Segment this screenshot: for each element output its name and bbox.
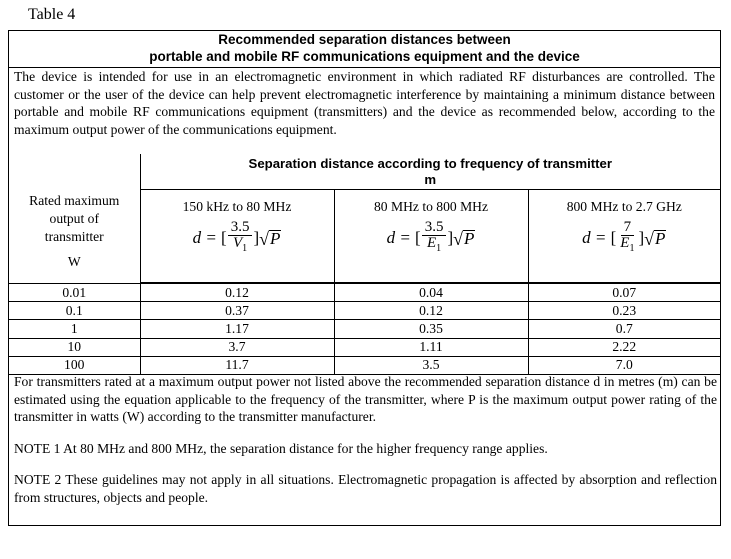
- separation-distance-table: [8, 30, 721, 526]
- table-row: [9, 356, 720, 374]
- power-cell: 1: [9, 320, 140, 338]
- formula-radicand: P: [464, 228, 475, 248]
- distance-cell: 1.11: [334, 338, 528, 356]
- formula-denominator: [230, 236, 250, 256]
- rated-output-header: [9, 154, 140, 284]
- note-2: NOTE 2 These guidelines may not apply in all situations. Electromagnetic propagation is affected by absorption and reflection from structures, objects and people.: [14, 472, 717, 505]
- table-caption: Table 4: [28, 6, 76, 23]
- formula-numerator: 3.5: [228, 220, 253, 236]
- intro-paragraph: The device is intended for use in an electromagnetic environment in which radiated RF disturbances are controlled. The customer or the user of the device can help prevent electromagnetic interference by maintaining a minimum distance between portable and mobile RF communications equipment (transmitters) and the device as recommended below, according to the maximum output power of the communications equipment.: [14, 69, 715, 137]
- power-cell: 100: [9, 356, 140, 374]
- formula-fraction: [617, 220, 637, 256]
- formula-denominator-var: E: [620, 235, 630, 251]
- note-1: NOTE 1 At 80 MHz and 800 MHz, the separation distance for the higher frequency range applies.: [14, 440, 548, 456]
- table-row: [9, 320, 720, 338]
- formula-denominator: [424, 236, 444, 256]
- table-title-line-2: portable and mobile RF communications equipment and the device: [149, 49, 580, 64]
- footer-paragraph: For transmitters rated at a maximum output power not listed above the recommended separation distance d in metres (m) can be estimated using the equation applicable to the frequency of the transmitter, where P is the maximum output power rating of the transmitter in watts (W) according to the transmitter manufacturer.: [14, 374, 717, 425]
- table-row: [9, 338, 720, 356]
- formula-denominator: [617, 236, 637, 256]
- square-root: [644, 230, 666, 247]
- power-cell: 0.01: [9, 284, 140, 302]
- formula-numerator: 7: [621, 220, 635, 236]
- band-header-high: [528, 190, 720, 283]
- power-cell: 10: [9, 338, 140, 356]
- table-title-line-1: Recommended separation distances between: [218, 32, 511, 47]
- formula-denominator-sub: 1: [629, 243, 635, 254]
- distance-cell: 1.17: [140, 320, 334, 338]
- formula-fraction: [228, 220, 253, 256]
- left-bracket: [: [606, 228, 617, 247]
- right-bracket: ]: [447, 228, 454, 247]
- separation-header-unit: m: [424, 171, 437, 187]
- distance-formula: [193, 220, 282, 256]
- band-name: 150 kHz to 80 MHz: [182, 199, 292, 214]
- separation-distance-header: [140, 154, 720, 190]
- distance-cell: 2.22: [528, 338, 720, 356]
- band-header-mid: [334, 190, 528, 283]
- footer-notes: [14, 373, 717, 521]
- rated-output-label: Rated maximum output of transmitter: [29, 193, 120, 244]
- sqrt-icon: √: [259, 228, 270, 249]
- distance-formula: [582, 220, 666, 256]
- left-bracket: [: [216, 228, 227, 247]
- formula-lhs: d =: [582, 228, 607, 247]
- distance-cell: 0.12: [334, 302, 528, 320]
- distance-grid: [9, 154, 720, 375]
- power-cell: 0.1: [9, 302, 140, 320]
- distance-cell: 0.23: [528, 302, 720, 320]
- formula-denominator-var: V: [233, 235, 243, 251]
- left-bracket: [: [410, 228, 421, 247]
- distance-formula: [387, 220, 476, 256]
- square-root: [453, 230, 475, 247]
- formula-lhs: d =: [192, 228, 217, 247]
- distance-cell: 0.07: [528, 284, 720, 302]
- formula-lhs: d =: [386, 228, 411, 247]
- distance-cell: 7.0: [528, 356, 720, 374]
- formula-denominator-sub: 1: [436, 243, 442, 254]
- formula-denominator-var: E: [427, 235, 437, 251]
- table-row: [9, 302, 720, 320]
- right-bracket: ]: [253, 228, 260, 247]
- distance-cell: 0.37: [140, 302, 334, 320]
- band-name: 80 MHz to 800 MHz: [373, 199, 489, 214]
- formula-fraction: [422, 220, 447, 256]
- formula-numerator: 3.5: [422, 220, 447, 236]
- table-row: [9, 284, 720, 302]
- distance-cell: 0.7: [528, 320, 720, 338]
- table-title: [9, 31, 720, 68]
- band-name: 800 MHz to 2.7 GHz: [566, 199, 682, 214]
- distance-cell: 0.04: [334, 284, 528, 302]
- distance-cell: 3.5: [334, 356, 528, 374]
- band-header-low: [140, 190, 334, 283]
- distance-cell: 0.12: [140, 284, 334, 302]
- right-bracket: ]: [638, 228, 645, 247]
- formula-denominator-sub: 1: [242, 243, 248, 254]
- distance-cell: 3.7: [140, 338, 334, 356]
- formula-radicand: P: [655, 228, 666, 248]
- separation-header-text: Separation distance according to frequency of transmitter: [248, 155, 612, 171]
- sqrt-icon: √: [453, 228, 464, 249]
- distance-cell: 0.35: [334, 320, 528, 338]
- formula-radicand: P: [270, 228, 281, 248]
- sqrt-icon: √: [644, 228, 655, 249]
- distance-cell: 11.7: [140, 356, 334, 374]
- square-root: [259, 230, 281, 247]
- rated-output-unit: W: [67, 254, 81, 269]
